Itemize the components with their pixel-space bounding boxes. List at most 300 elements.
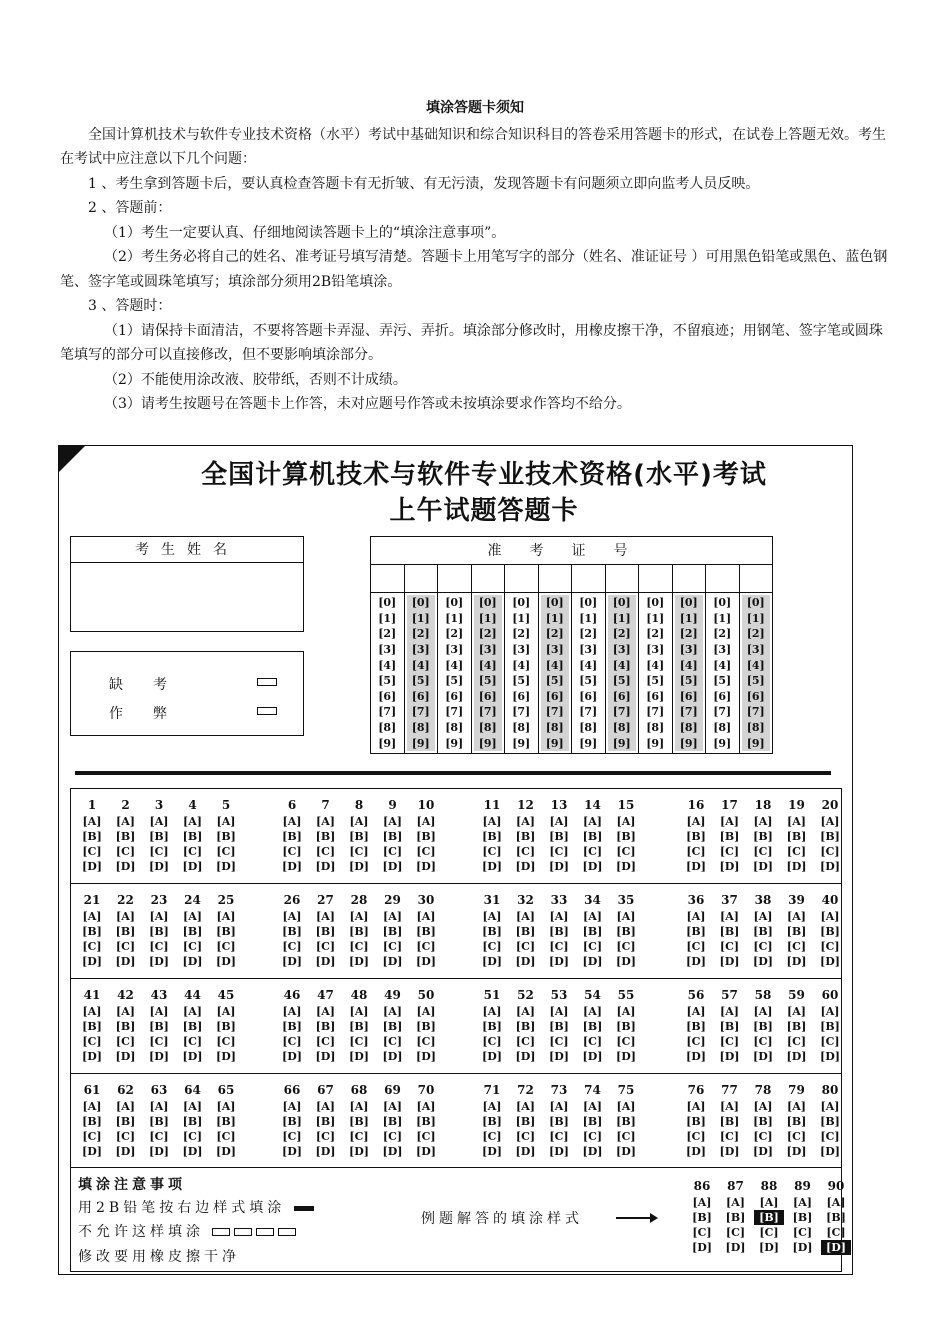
option-bubble-c[interactable]: [C] — [315, 845, 336, 858]
option-bubble-d[interactable]: [D] — [282, 1050, 302, 1063]
option-bubble-c[interactable]: [C] — [216, 940, 236, 953]
option-bubble-b[interactable]: [B] — [349, 830, 369, 843]
option-bubble-a[interactable]: [A] — [149, 1100, 169, 1113]
id-digit-bubble[interactable]: [6] — [646, 689, 665, 703]
id-digit-bubble[interactable]: [2] — [378, 627, 397, 641]
option-bubble-d[interactable]: [D] — [182, 860, 203, 873]
option-bubble-d[interactable]: [D] — [820, 1145, 840, 1158]
option-bubble-c[interactable]: [C] — [616, 1035, 636, 1048]
option-bubble-a[interactable]: [A] — [787, 815, 806, 828]
option-bubble-b[interactable]: [B] — [382, 1115, 403, 1128]
option-bubble-d[interactable]: [D] — [686, 1050, 706, 1063]
id-digit-bubble[interactable]: [6] — [411, 689, 430, 703]
id-digit-bubble[interactable]: [9] — [512, 736, 531, 750]
option-bubble-d[interactable]: [D] — [182, 1050, 203, 1063]
option-bubble-d[interactable]: [D] — [315, 1050, 336, 1063]
option-bubble-b[interactable]: [B] — [216, 1020, 236, 1033]
id-digit-write-cell[interactable] — [639, 565, 672, 593]
id-digit-bubble[interactable]: [4] — [646, 658, 665, 672]
option-bubble-c[interactable]: [C] — [786, 940, 807, 953]
option-bubble-a[interactable]: [A] — [316, 910, 335, 923]
id-digit-bubble[interactable]: [2] — [713, 627, 732, 641]
option-bubble-b[interactable]: [B] — [616, 830, 636, 843]
option-bubble-d[interactable]: [D] — [582, 1145, 603, 1158]
id-digit-bubble[interactable]: [1] — [378, 611, 397, 625]
option-bubble-a[interactable]: [A] — [183, 1100, 202, 1113]
id-digit-bubble[interactable]: [7] — [411, 705, 430, 719]
option-bubble-d[interactable]: [D] — [82, 1145, 102, 1158]
option-bubble-b[interactable]: [B] — [382, 830, 403, 843]
option-bubble-c[interactable]: [C] — [549, 1035, 569, 1048]
option-bubble-c[interactable]: [C] — [216, 845, 236, 858]
option-bubble-d[interactable]: [D] — [582, 860, 603, 873]
option-bubble-c[interactable]: [C] — [115, 1130, 136, 1143]
option-bubble-c[interactable]: [C] — [719, 1130, 740, 1143]
option-bubble-d[interactable]: [D] — [149, 955, 169, 968]
option-bubble-a[interactable]: [A] — [787, 910, 806, 923]
option-bubble-b[interactable]: [B] — [753, 830, 773, 843]
option-bubble-d[interactable]: [D] — [216, 1145, 236, 1158]
option-bubble-b[interactable]: [B] — [616, 925, 636, 938]
option-bubble-d[interactable]: [D] — [719, 1145, 740, 1158]
id-digit-bubble[interactable]: [6] — [512, 689, 531, 703]
option-bubble-d[interactable]: [D] — [515, 955, 536, 968]
option-bubble-c[interactable]: [C] — [719, 1035, 740, 1048]
id-digit-bubble[interactable]: [6] — [445, 689, 464, 703]
option-bubble-d[interactable]: [D] — [149, 1145, 169, 1158]
id-digit-bubble[interactable]: [9] — [411, 736, 430, 750]
id-digit-bubble[interactable]: [0] — [545, 596, 564, 610]
option-bubble-d[interactable]: [D] — [482, 860, 502, 873]
option-bubble-c[interactable]: [C] — [582, 845, 603, 858]
option-bubble-b[interactable]: [B] — [582, 830, 603, 843]
option-bubble-a[interactable]: [A] — [482, 910, 502, 923]
option-bubble-b[interactable]: [B] — [182, 830, 203, 843]
id-digit-bubble[interactable]: [1] — [713, 611, 732, 625]
option-bubble-d[interactable]: [D] — [753, 1050, 773, 1063]
id-digit-bubble[interactable]: [2] — [612, 627, 631, 641]
option-bubble-b[interactable]: [B] — [382, 925, 403, 938]
id-digit-bubble[interactable]: [7] — [378, 705, 397, 719]
id-digit-bubble[interactable]: [7] — [746, 705, 765, 719]
id-digit-bubble[interactable]: [8] — [445, 721, 464, 735]
option-bubble-b[interactable]: [B] — [482, 1020, 502, 1033]
id-digit-write-cell[interactable] — [539, 565, 572, 593]
option-bubble-c[interactable]: [C] — [515, 1035, 536, 1048]
id-digit-write-cell[interactable] — [371, 565, 404, 593]
id-digit-bubble[interactable]: [8] — [378, 721, 397, 735]
option-bubble-c[interactable]: [C] — [549, 845, 569, 858]
option-bubble-d[interactable]: [D] — [482, 1145, 502, 1158]
option-bubble-b[interactable]: [B] — [82, 830, 102, 843]
option-bubble-b[interactable]: [B] — [115, 1020, 136, 1033]
id-digit-bubble[interactable]: [5] — [679, 674, 698, 688]
option-bubble-a[interactable]: [A] — [183, 910, 202, 923]
option-bubble-a[interactable]: [A] — [216, 910, 236, 923]
id-digit-bubble[interactable]: [9] — [646, 736, 665, 750]
option-bubble-b[interactable]: [B] — [686, 1020, 706, 1033]
option-bubble-d[interactable]: [D] — [282, 860, 302, 873]
option-bubble-d[interactable]: [D] — [786, 955, 807, 968]
id-digit-bubble[interactable]: [8] — [646, 721, 665, 735]
id-digit-write-cell[interactable] — [706, 565, 739, 593]
option-bubble-c[interactable]: [C] — [216, 1035, 236, 1048]
option-bubble-a[interactable]: [A] — [583, 815, 602, 828]
option-bubble-b[interactable]: [B] — [216, 925, 236, 938]
option-bubble-b[interactable]: [B] — [686, 830, 706, 843]
option-bubble-a[interactable]: [A] — [349, 815, 369, 828]
option-bubble-a[interactable]: [A] — [686, 910, 706, 923]
option-bubble-b[interactable]: [B] — [719, 1115, 740, 1128]
option-bubble-c[interactable]: [C] — [616, 940, 636, 953]
id-digit-bubble[interactable]: [2] — [646, 627, 665, 641]
option-bubble-c[interactable]: [C] — [753, 845, 773, 858]
option-bubble-a[interactable]: [A] — [383, 1100, 402, 1113]
option-bubble-d[interactable]: [D] — [416, 955, 436, 968]
option-bubble-a[interactable]: [A] — [116, 1005, 135, 1018]
option-bubble-b[interactable]: [B] — [382, 1020, 403, 1033]
option-bubble-b[interactable]: [B] — [216, 830, 236, 843]
option-bubble-a[interactable]: [A] — [416, 815, 436, 828]
option-bubble-b[interactable]: [B] — [349, 925, 369, 938]
option-bubble-d[interactable]: [D] — [686, 1145, 706, 1158]
option-bubble-c[interactable]: [C] — [282, 1130, 302, 1143]
id-digit-bubble[interactable]: [7] — [646, 705, 665, 719]
id-digit-bubble[interactable]: [5] — [545, 674, 564, 688]
option-bubble-b[interactable]: [B] — [416, 830, 436, 843]
option-bubble-a[interactable]: [A] — [282, 1100, 302, 1113]
option-bubble-a[interactable]: [A] — [516, 1100, 535, 1113]
id-digit-bubble[interactable]: [0] — [478, 596, 497, 610]
option-bubble-c[interactable]: [C] — [82, 1130, 102, 1143]
option-bubble-c[interactable]: [C] — [515, 1130, 536, 1143]
id-digit-bubble[interactable]: [0] — [445, 596, 464, 610]
option-bubble-a[interactable]: [A] — [316, 1005, 335, 1018]
id-digit-bubble[interactable]: [1] — [411, 611, 430, 625]
id-digit-bubble[interactable]: [2] — [746, 627, 765, 641]
option-bubble-b[interactable]: [B] — [820, 1020, 840, 1033]
option-bubble-b[interactable]: [B] — [149, 1020, 169, 1033]
option-bubble-d[interactable]: [D] — [216, 860, 236, 873]
id-digit-bubble[interactable]: [2] — [679, 627, 698, 641]
option-bubble-c[interactable]: [C] — [149, 940, 169, 953]
id-digit-bubble[interactable]: [4] — [411, 658, 430, 672]
option-bubble-b[interactable]: [B] — [482, 1115, 502, 1128]
id-digit-bubble[interactable]: [6] — [612, 689, 631, 703]
option-bubble-d[interactable]: [D] — [382, 955, 403, 968]
option-bubble-a[interactable]: [A] — [349, 910, 369, 923]
option-bubble-c[interactable]: [C] — [820, 1130, 840, 1143]
id-digit-bubble[interactable]: [0] — [713, 596, 732, 610]
id-digit-bubble[interactable]: [9] — [679, 736, 698, 750]
id-digit-bubble[interactable]: [4] — [478, 658, 497, 672]
option-bubble-d[interactable]: [D] — [549, 1145, 569, 1158]
option-bubble-a[interactable]: [A] — [616, 1005, 636, 1018]
option-bubble-a[interactable]: [A] — [183, 815, 202, 828]
option-bubble-d[interactable]: [D] — [416, 1145, 436, 1158]
option-bubble-a[interactable]: [A] — [616, 910, 636, 923]
option-bubble-a[interactable]: [A] — [116, 815, 135, 828]
option-bubble-c[interactable]: [C] — [753, 940, 773, 953]
id-digit-bubble[interactable]: [7] — [679, 705, 698, 719]
option-bubble-d[interactable]: [D] — [349, 1050, 369, 1063]
id-digit-bubble[interactable]: [6] — [545, 689, 564, 703]
option-bubble-b[interactable]: [B] — [549, 830, 569, 843]
id-digit-bubble[interactable]: [1] — [579, 611, 598, 625]
option-bubble-c[interactable]: [C] — [149, 1035, 169, 1048]
option-bubble-a[interactable]: [A] — [720, 1005, 739, 1018]
option-bubble-d[interactable]: [D] — [82, 955, 102, 968]
option-bubble-a[interactable]: [A] — [583, 1100, 602, 1113]
id-digit-bubble[interactable]: [5] — [445, 674, 464, 688]
id-digit-bubble[interactable]: [6] — [378, 689, 397, 703]
id-digit-bubble[interactable]: [1] — [512, 611, 531, 625]
id-digit-bubble[interactable]: [0] — [612, 596, 631, 610]
option-bubble-a[interactable]: [A] — [282, 1005, 302, 1018]
id-digit-bubble[interactable]: [9] — [478, 736, 497, 750]
option-bubble-d[interactable]: [D] — [315, 1145, 336, 1158]
option-bubble-a[interactable]: [A] — [787, 1005, 806, 1018]
option-bubble-d[interactable]: [D] — [416, 1050, 436, 1063]
option-bubble-d[interactable]: [D] — [382, 1145, 403, 1158]
option-bubble-c[interactable]: [C] — [282, 940, 302, 953]
option-bubble-b[interactable]: [B] — [149, 1115, 169, 1128]
id-digit-write-cell[interactable] — [572, 565, 605, 593]
option-bubble-b[interactable]: [B] — [616, 1020, 636, 1033]
option-bubble-a[interactable]: [A] — [549, 1100, 569, 1113]
option-bubble-a[interactable]: [A] — [216, 815, 236, 828]
option-bubble-a[interactable]: [A] — [282, 815, 302, 828]
option-bubble-d[interactable]: [D] — [115, 860, 136, 873]
option-bubble-a[interactable]: [A] — [482, 1005, 502, 1018]
option-bubble-a[interactable]: [A] — [416, 1005, 436, 1018]
id-digit-bubble[interactable]: [5] — [579, 674, 598, 688]
option-bubble-a[interactable]: [A] — [516, 815, 535, 828]
id-digit-bubble[interactable]: [4] — [445, 658, 464, 672]
option-bubble-b[interactable]: [B] — [282, 830, 302, 843]
option-bubble-b[interactable]: [B] — [786, 830, 807, 843]
option-bubble-c[interactable]: [C] — [216, 1130, 236, 1143]
id-digit-bubble[interactable]: [6] — [478, 689, 497, 703]
option-bubble-c[interactable]: [C] — [482, 1130, 502, 1143]
option-bubble-a[interactable]: [A] — [549, 910, 569, 923]
option-bubble-a[interactable]: [A] — [820, 910, 840, 923]
option-bubble-c[interactable]: [C] — [786, 845, 807, 858]
id-digit-write-cell[interactable] — [438, 565, 471, 593]
option-bubble-d[interactable]: [D] — [616, 1145, 636, 1158]
option-bubble-b[interactable]: [B] — [416, 925, 436, 938]
id-digit-bubble[interactable]: [3] — [746, 643, 765, 657]
option-bubble-c[interactable]: [C] — [149, 1130, 169, 1143]
option-bubble-a[interactable]: [A] — [787, 1100, 806, 1113]
option-bubble-a[interactable]: [A] — [720, 815, 739, 828]
id-digit-bubble[interactable]: [3] — [579, 643, 598, 657]
id-digit-bubble[interactable]: [8] — [411, 721, 430, 735]
id-digit-bubble[interactable]: [7] — [612, 705, 631, 719]
option-bubble-d[interactable]: [D] — [616, 955, 636, 968]
option-bubble-a[interactable]: [A] — [316, 1100, 335, 1113]
option-bubble-a[interactable]: [A] — [183, 1005, 202, 1018]
option-bubble-c[interactable]: [C] — [582, 1035, 603, 1048]
option-bubble-c[interactable]: [C] — [786, 1035, 807, 1048]
id-digit-bubble[interactable]: [2] — [512, 627, 531, 641]
option-bubble-d[interactable]: [D] — [616, 1050, 636, 1063]
option-bubble-d[interactable]: [D] — [115, 1050, 136, 1063]
option-bubble-c[interactable]: [C] — [315, 1130, 336, 1143]
option-bubble-a[interactable]: [A] — [482, 815, 502, 828]
id-digit-bubble[interactable]: [1] — [545, 611, 564, 625]
id-digit-bubble[interactable]: [9] — [612, 736, 631, 750]
option-bubble-a[interactable]: [A] — [149, 815, 169, 828]
option-bubble-b[interactable]: [B] — [216, 1115, 236, 1128]
option-bubble-c[interactable]: [C] — [482, 845, 502, 858]
option-bubble-c[interactable]: [C] — [416, 845, 436, 858]
id-digit-bubble[interactable]: [3] — [545, 643, 564, 657]
option-bubble-a[interactable]: [A] — [82, 1100, 102, 1113]
option-bubble-c[interactable]: [C] — [582, 940, 603, 953]
id-digit-bubble[interactable]: [5] — [612, 674, 631, 688]
option-bubble-a[interactable]: [A] — [686, 1005, 706, 1018]
option-bubble-c[interactable]: [C] — [315, 1035, 336, 1048]
option-bubble-b[interactable]: [B] — [549, 1020, 569, 1033]
id-digit-bubble[interactable]: [5] — [378, 674, 397, 688]
option-bubble-b[interactable]: [B] — [786, 1020, 807, 1033]
id-digit-bubble[interactable]: [8] — [478, 721, 497, 735]
option-bubble-d[interactable]: [D] — [416, 860, 436, 873]
id-digit-bubble[interactable]: [6] — [579, 689, 598, 703]
option-bubble-b[interactable]: [B] — [282, 925, 302, 938]
option-bubble-a[interactable]: [A] — [753, 1100, 773, 1113]
option-bubble-c[interactable]: [C] — [549, 1130, 569, 1143]
option-bubble-d[interactable]: [D] — [549, 1050, 569, 1063]
id-digit-bubble[interactable]: [5] — [646, 674, 665, 688]
option-bubble-d[interactable]: [D] — [753, 860, 773, 873]
option-bubble-a[interactable]: [A] — [216, 1005, 236, 1018]
option-bubble-a[interactable]: [A] — [82, 1005, 102, 1018]
option-bubble-a[interactable]: [A] — [82, 815, 102, 828]
option-bubble-d[interactable]: [D] — [582, 955, 603, 968]
id-digit-bubble[interactable]: [1] — [679, 611, 698, 625]
option-bubble-d[interactable]: [D] — [515, 1145, 536, 1158]
id-digit-bubble[interactable]: [5] — [512, 674, 531, 688]
option-bubble-a[interactable]: [A] — [753, 815, 773, 828]
option-bubble-c[interactable]: [C] — [182, 1130, 203, 1143]
option-bubble-a[interactable]: [A] — [583, 910, 602, 923]
option-bubble-d[interactable]: [D] — [282, 955, 302, 968]
option-bubble-b[interactable]: [B] — [416, 1115, 436, 1128]
id-digit-bubble[interactable]: [3] — [378, 643, 397, 657]
option-bubble-c[interactable]: [C] — [416, 940, 436, 953]
option-bubble-c[interactable]: [C] — [786, 1130, 807, 1143]
option-bubble-a[interactable]: [A] — [616, 815, 636, 828]
option-bubble-b[interactable]: [B] — [753, 1020, 773, 1033]
option-bubble-b[interactable]: [B] — [686, 925, 706, 938]
option-bubble-a[interactable]: [A] — [149, 910, 169, 923]
id-digit-write-cell[interactable] — [673, 565, 706, 593]
option-bubble-c[interactable]: [C] — [753, 1035, 773, 1048]
option-bubble-c[interactable]: [C] — [753, 1130, 773, 1143]
id-digit-bubble[interactable]: [1] — [746, 611, 765, 625]
option-bubble-d[interactable]: [D] — [149, 860, 169, 873]
option-bubble-d[interactable]: [D] — [549, 955, 569, 968]
id-digit-bubble[interactable]: [8] — [545, 721, 564, 735]
option-bubble-c[interactable]: [C] — [349, 1130, 369, 1143]
id-digit-bubble[interactable]: [4] — [545, 658, 564, 672]
option-bubble-c[interactable]: [C] — [382, 940, 403, 953]
option-bubble-c[interactable]: [C] — [582, 1130, 603, 1143]
id-digit-bubble[interactable]: [5] — [411, 674, 430, 688]
id-digit-bubble[interactable]: [9] — [579, 736, 598, 750]
option-bubble-a[interactable]: [A] — [216, 1100, 236, 1113]
option-bubble-b[interactable]: [B] — [820, 830, 840, 843]
option-bubble-b[interactable]: [B] — [786, 925, 807, 938]
id-digit-write-cell[interactable] — [472, 565, 505, 593]
option-bubble-c[interactable]: [C] — [820, 1035, 840, 1048]
option-bubble-a[interactable]: [A] — [383, 815, 402, 828]
option-bubble-c[interactable]: [C] — [282, 845, 302, 858]
option-bubble-d[interactable]: [D] — [82, 1050, 102, 1063]
id-digit-bubble[interactable]: [6] — [679, 689, 698, 703]
option-bubble-b[interactable]: [B] — [549, 925, 569, 938]
option-bubble-d[interactable]: [D] — [216, 1050, 236, 1063]
id-digit-bubble[interactable]: [4] — [579, 658, 598, 672]
option-bubble-c[interactable]: [C] — [349, 845, 369, 858]
option-bubble-d[interactable]: [D] — [786, 1050, 807, 1063]
option-bubble-c[interactable]: [C] — [282, 1035, 302, 1048]
option-bubble-b[interactable]: [B] — [686, 1115, 706, 1128]
option-bubble-b[interactable]: [B] — [616, 1115, 636, 1128]
option-bubble-b[interactable]: [B] — [149, 925, 169, 938]
option-bubble-d[interactable]: [D] — [719, 1050, 740, 1063]
id-digit-bubble[interactable]: [7] — [478, 705, 497, 719]
id-digit-bubble[interactable]: [2] — [478, 627, 497, 641]
option-bubble-b[interactable]: [B] — [349, 1020, 369, 1033]
option-bubble-c[interactable]: [C] — [719, 845, 740, 858]
id-digit-bubble[interactable]: [0] — [746, 596, 765, 610]
option-bubble-b[interactable]: [B] — [515, 830, 536, 843]
id-digit-bubble[interactable]: [3] — [713, 643, 732, 657]
option-bubble-a[interactable]: [A] — [383, 1005, 402, 1018]
option-bubble-b[interactable]: [B] — [582, 925, 603, 938]
id-digit-bubble[interactable]: [3] — [478, 643, 497, 657]
option-bubble-c[interactable]: [C] — [416, 1130, 436, 1143]
option-bubble-c[interactable]: [C] — [382, 1130, 403, 1143]
option-bubble-b[interactable]: [B] — [182, 1020, 203, 1033]
option-bubble-d[interactable]: [D] — [315, 860, 336, 873]
id-digit-bubble[interactable]: [2] — [411, 627, 430, 641]
id-digit-bubble[interactable]: [3] — [679, 643, 698, 657]
id-digit-bubble[interactable]: [1] — [646, 611, 665, 625]
option-bubble-b[interactable]: [B] — [349, 1115, 369, 1128]
option-bubble-d[interactable]: [D] — [482, 1050, 502, 1063]
option-bubble-d[interactable]: [D] — [719, 955, 740, 968]
option-bubble-d[interactable]: [D] — [820, 860, 840, 873]
id-digit-bubble[interactable]: [9] — [746, 736, 765, 750]
option-bubble-a[interactable]: [A] — [583, 1005, 602, 1018]
option-bubble-c[interactable]: [C] — [382, 1035, 403, 1048]
option-bubble-c[interactable]: [C] — [382, 845, 403, 858]
option-bubble-a[interactable]: [A] — [82, 910, 102, 923]
option-bubble-c[interactable]: [C] — [182, 940, 203, 953]
option-bubble-a[interactable]: [A] — [116, 1100, 135, 1113]
option-bubble-d[interactable]: [D] — [549, 860, 569, 873]
option-bubble-b[interactable]: [B] — [82, 1020, 102, 1033]
id-digit-bubble[interactable]: [7] — [545, 705, 564, 719]
option-bubble-b[interactable]: [B] — [719, 1020, 740, 1033]
option-bubble-b[interactable]: [B] — [315, 830, 336, 843]
option-bubble-d[interactable]: [D] — [182, 1145, 203, 1158]
id-digit-bubble[interactable]: [4] — [512, 658, 531, 672]
